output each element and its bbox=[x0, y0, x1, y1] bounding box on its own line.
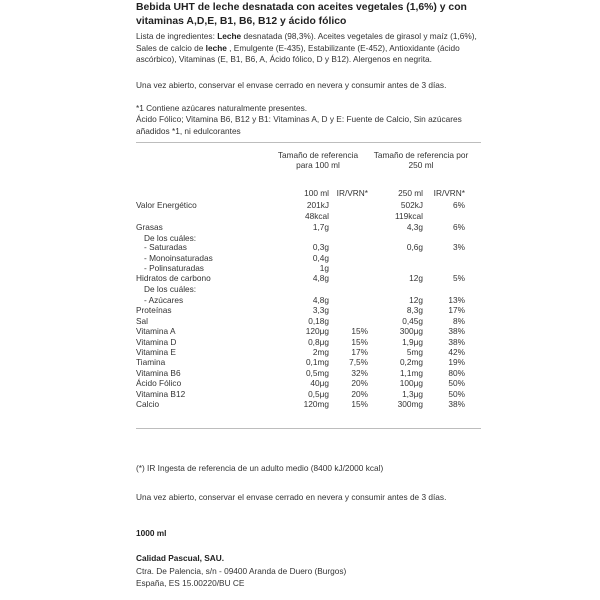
nutrient-label: Vitamina D bbox=[136, 337, 177, 347]
value-250ml: 502kJ bbox=[400, 200, 423, 210]
ir-100ml: 7,5% bbox=[349, 357, 368, 367]
col-header-ir-100: IR/VRN* bbox=[336, 188, 368, 198]
nutrient-label: Vitamina B6 bbox=[136, 368, 181, 378]
ingredients-prefix: Lista de ingredientes: bbox=[136, 31, 218, 41]
nutrient-label: - Azúcares bbox=[144, 295, 184, 305]
ingredients-part-2: , Emulgente (E-435), Estabilizante (E-452), Antioxidante (ácido ascórbico), Vitaminas (E, B1, B6, A, Ácido fólico, D y B12). Alergenos en negrita. bbox=[136, 42, 460, 65]
value-100ml: 40μg bbox=[310, 378, 329, 388]
nutrient-label: De los cuáles: bbox=[144, 284, 197, 294]
ir-250ml: 5% bbox=[453, 273, 465, 283]
label-page bbox=[108, 0, 476, 600]
ir-100ml: 15% bbox=[351, 337, 368, 347]
divider bbox=[136, 428, 481, 429]
ir-100ml: 20% bbox=[351, 378, 368, 388]
ir-100ml: 32% bbox=[351, 368, 368, 378]
ingredients-part-1: desnatada (98,3%). Aceites vegetales de girasol y maíz (1,6%), Sales de calcio de bbox=[136, 31, 477, 53]
net-volume: 1000 ml bbox=[136, 528, 167, 538]
health-registry: España, ES 15.00220/BU CE bbox=[136, 578, 245, 588]
ir-250ml: 13% bbox=[448, 295, 465, 305]
nutrient-label: - Saturadas bbox=[144, 242, 187, 252]
ir-250ml: 8% bbox=[453, 316, 465, 326]
value-100ml: 0,5μg bbox=[308, 389, 329, 399]
nutrient-label: - Monoinsaturadas bbox=[144, 253, 213, 263]
value-100ml: 0,18g bbox=[308, 316, 329, 326]
ingredients-list bbox=[136, 31, 481, 66]
value-250ml: 12g bbox=[409, 295, 423, 305]
ref-100-header: Tamaño de referencia para 100 ml bbox=[277, 150, 359, 170]
company-address: Ctra. De Palencia, s/n - 09400 Aranda de Duero (Burgos) bbox=[136, 566, 347, 576]
ir-250ml: 17% bbox=[448, 305, 465, 315]
nutrient-label: Calcio bbox=[136, 399, 160, 409]
nutrition-claims: Ácido Fólico; Vitamina B6, B12 y B1: Vitaminas A, D y E: Fuente de Calcio, Sin azúcares añadidos *1, ni edulcorantes bbox=[136, 114, 462, 136]
value-250ml: 119kcal bbox=[395, 211, 423, 221]
nutrient-label: Ácido Fólico bbox=[136, 378, 182, 388]
value-100ml: 1,7g bbox=[312, 222, 329, 232]
value-100ml: 2mg bbox=[312, 347, 329, 357]
ir-250ml: 42% bbox=[448, 347, 465, 357]
value-250ml: 100μg bbox=[399, 378, 423, 388]
value-100ml: 48kcal bbox=[305, 211, 329, 221]
allergen-leche: Leche bbox=[217, 31, 242, 41]
value-250ml: 4,3g bbox=[406, 222, 423, 232]
value-100ml: 1g bbox=[319, 263, 329, 273]
ir-footnote: (*) IR Ingesta de referencia de un adulto medio (8400 kJ/2000 kcal) bbox=[136, 463, 384, 473]
ir-250ml: 19% bbox=[448, 357, 465, 367]
value-250ml: 1,1mg bbox=[399, 368, 423, 378]
storage-instructions-top: Una vez abierto, conservar el envase cerrado en nevera y consumir antes de 3 días. bbox=[136, 80, 447, 90]
nutrient-label: Vitamina A bbox=[136, 326, 176, 336]
value-250ml: 0,6g bbox=[406, 242, 423, 252]
value-100ml: 0,3g bbox=[312, 242, 329, 252]
nutrient-label: Valor Energético bbox=[136, 200, 197, 210]
allergen-leche-2: leche bbox=[205, 42, 227, 53]
value-100ml: 201kJ bbox=[306, 200, 329, 210]
nutrient-label: - Polinsaturadas bbox=[144, 263, 204, 273]
col-header-250ml: 250 ml bbox=[398, 188, 423, 198]
value-250ml: 8,3g bbox=[406, 305, 423, 315]
nutrient-label: Tiamina bbox=[136, 357, 166, 367]
value-100ml: 0,4g bbox=[312, 253, 329, 263]
value-250ml: 0,2mg bbox=[399, 357, 423, 367]
ir-250ml: 80% bbox=[448, 368, 465, 378]
ir-250ml: 38% bbox=[448, 337, 465, 347]
value-100ml: 4,8g bbox=[312, 295, 329, 305]
value-100ml: 4,8g bbox=[312, 273, 329, 283]
ir-250ml: 50% bbox=[448, 389, 465, 399]
nutrient-label: De los cuáles: bbox=[144, 233, 197, 243]
col-header-ir-250: IR/VRN* bbox=[433, 188, 465, 198]
value-100ml: 0,8μg bbox=[308, 337, 329, 347]
ir-100ml: 17% bbox=[351, 347, 368, 357]
value-250ml: 300μg bbox=[399, 326, 423, 336]
value-250ml: 1,9μg bbox=[402, 337, 423, 347]
nutrient-label: Vitamina B12 bbox=[136, 389, 186, 399]
value-100ml: 120mg bbox=[303, 399, 329, 409]
col-header-100ml: 100 ml bbox=[304, 188, 329, 198]
ir-250ml: 50% bbox=[448, 378, 465, 388]
sugar-note: *1 Contiene azúcares naturalmente presentes. bbox=[136, 103, 308, 113]
company-name: Calidad Pascual, SAU. bbox=[136, 553, 225, 563]
nutrient-label: Hidratos de carbono bbox=[136, 273, 211, 283]
value-250ml: 300mg bbox=[397, 399, 423, 409]
nutrient-label: Vitamina E bbox=[136, 347, 176, 357]
ir-100ml: 15% bbox=[351, 326, 368, 336]
value-100ml: 3,3g bbox=[312, 305, 329, 315]
nutrient-label: Proteínas bbox=[136, 305, 172, 315]
ref-250-header: Tamaño de referencia por 250 ml bbox=[373, 150, 469, 170]
ir-100ml: 20% bbox=[351, 389, 368, 399]
value-100ml: 120μg bbox=[305, 326, 329, 336]
divider bbox=[136, 142, 481, 143]
ir-250ml: 6% bbox=[453, 222, 465, 232]
value-250ml: 12g bbox=[409, 273, 423, 283]
nutrient-label: Grasas bbox=[136, 222, 163, 232]
ir-250ml: 6% bbox=[453, 200, 465, 210]
nutrient-label: Sal bbox=[136, 316, 148, 326]
product-title: Bebida UHT de leche desnatada con aceites vegetales (1,6%) y con vitaminas A,D,E, B1, B6, B12 y ácido fólico bbox=[136, 2, 467, 27]
ir-100ml: 15% bbox=[351, 399, 368, 409]
ir-250ml: 38% bbox=[448, 326, 465, 336]
storage-instructions-bottom: Una vez abierto, conservar el envase cerrado en nevera y consumir antes de 3 días. bbox=[136, 492, 447, 502]
ir-250ml: 38% bbox=[448, 399, 465, 409]
value-250ml: 5mg bbox=[406, 347, 423, 357]
value-250ml: 1,3μg bbox=[402, 389, 423, 399]
value-100ml: 0,5mg bbox=[305, 368, 329, 378]
value-100ml: 0,1mg bbox=[305, 357, 329, 367]
value-250ml: 0,45g bbox=[402, 316, 423, 326]
ir-250ml: 3% bbox=[453, 242, 465, 252]
